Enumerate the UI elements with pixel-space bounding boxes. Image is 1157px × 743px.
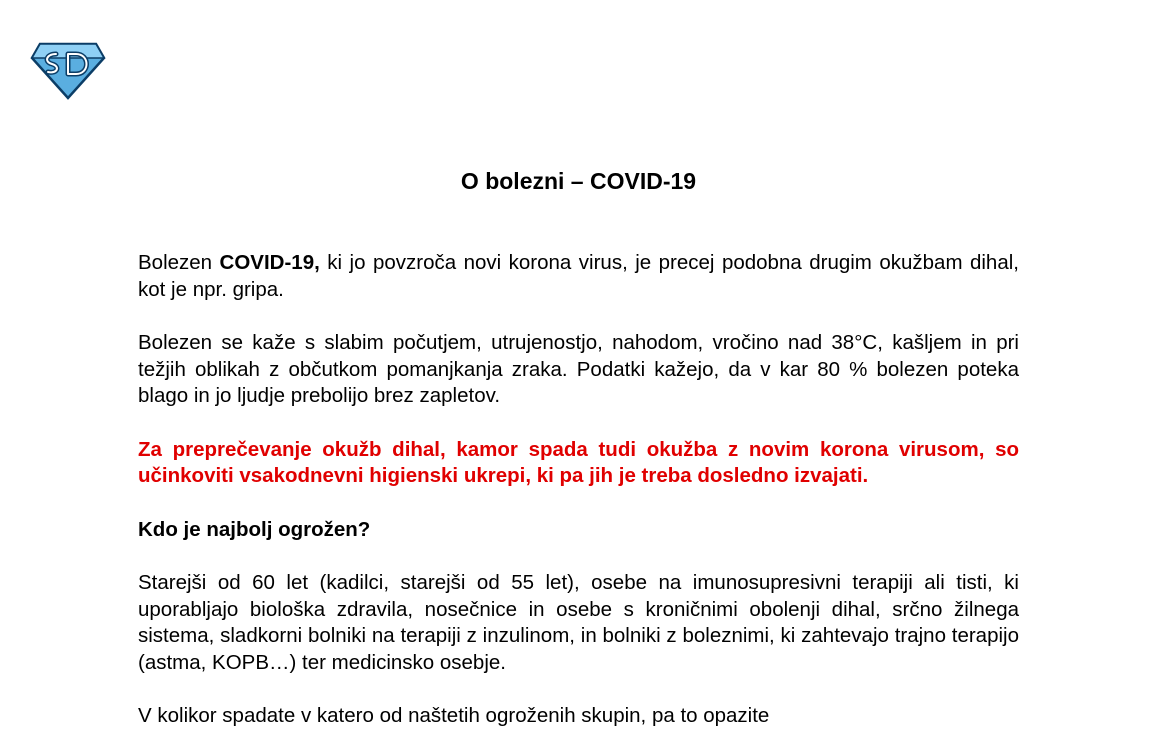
paragraph-risk-groups: Starejši od 60 let (kadilci, starejši od 55 let), osebe na imunosupresivni terapiji ali tisti, ki uporabljajo biološka zdravila, nosečnice in osebe s kroničnimi obolenji dihal, srčno žilnega sistema, sladkorni bolniki na terapiji z inzulinom, in bolniki z boleznimi, ki zahtevajo trajno terapijo (astma, KOPB…) ter medicinsko osebje. [138, 571, 1019, 674]
intro-text-start: Bolezen [138, 251, 220, 274]
section-heading-risk-groups: Kdo je najbolj ogrožen? [138, 517, 371, 541]
sd-shield-logo-icon [30, 40, 106, 100]
paragraph-intro [138, 250, 1019, 303]
paragraph-prevention-warning: Za preprečevanje okužb dihal, kamor spada tudi okužba z novim korona virusom, so učinkoviti vsakodnevni higienski ukrepi, ki pa jih je treba dosledno izvajati. [138, 437, 1019, 487]
page-title: O bolezni – COVID-19 [460, 168, 697, 194]
document-body [138, 250, 1019, 743]
intro-text-rest: ki jo povzroča novi korona virus, je precej podobna drugim okužbam dihal, kot je npr. gripa. [138, 251, 1019, 301]
covid-bold-term: COVID-19, [219, 251, 320, 274]
paragraph-symptoms: Bolezen se kaže s slabim počutjem, utrujenostjo, nahodom, vročino nad 38°C, kašljem in pri težjih oblikah z občutkom pomanjkanja zraka. Podatki kažejo, da v kar 80 % bolezen poteka blago in jo ljudje prebolijo brez zapletov. [138, 331, 1019, 407]
paragraph-partial: V kolikor spadate v katero od naštetih ogroženih skupin, pa to opazite [138, 704, 770, 727]
